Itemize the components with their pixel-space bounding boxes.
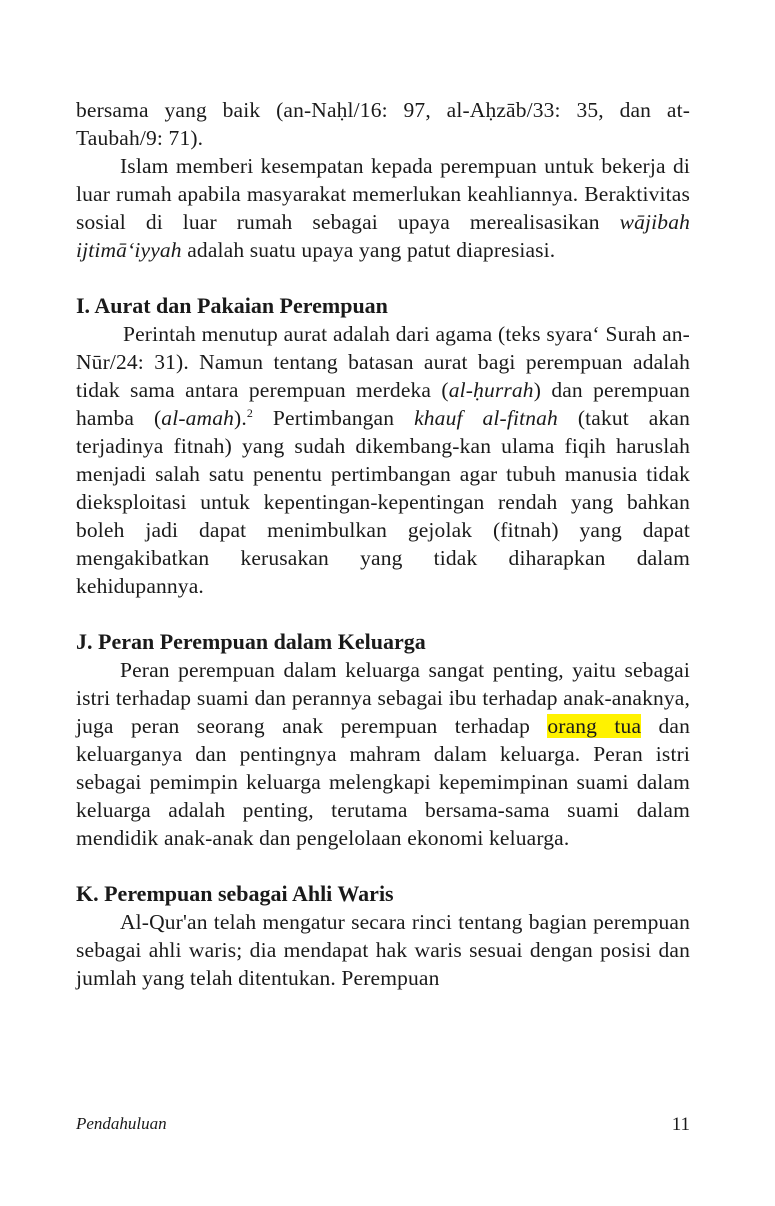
term-al-amah: al-amah: [161, 406, 235, 430]
page-number: 11: [671, 1114, 690, 1135]
highlighted-text[interactable]: orang tua: [547, 714, 642, 738]
running-title: Pendahuluan: [76, 1114, 167, 1133]
heading-section-k: K. Perempuan sebagai Ahli Waris: [76, 881, 394, 906]
paragraph-section-k: Al-Qur'an telah mengatur secara rinci tentang bagian perempuan sebagai ahli waris; dia mendapat hak waris sesuai dengan posisi dan jumlah yang telah ditentukan. Perempuan: [76, 910, 690, 990]
paragraph-section-i: Perintah menutup aurat adalah dari agama (teks syara‘ Surah an-Nūr/24: 31). Namun tentang batasan aurat bagi perempuan adalah tidak sama antara perempuan merdeka (al-ḥurrah) dan perempuan hamba (al-amah).$^2$ Pertimbangan khauf al-fitnah (takut akan terjadinya fitnah) yang sudah dikembang-kan ulama fiqih haruslah menjadi salah satu penentu pertimbangan agar tubuh manusia tidak dieksploitasi untuk kepentingan-kepentingan rendah yang bahkan boleh jadi dapat menimbulkan gejolak (fitnah) yang dapat mengakibatkan kerusakan yang tidak diharapkan dalam kehidupannya.: [76, 322, 690, 598]
footnote-marker[interactable]: 2: [246, 405, 254, 420]
term-khauf-al-fitnah: khauf al-fitnah: [414, 406, 558, 430]
paragraph-islam-work: Islam memberi kesempatan kepada perempuan untuk bekerja di luar rumah apabila masyarakat memerlukan keahliannya. Beraktivitas sosial di luar rumah sebagai upaya merealisasikan wājibah ijtimā‘iyyah adalah suatu upaya yang patut diapresiasi.: [76, 154, 690, 262]
heading-section-i: I. Aurat dan Pakaian Perempuan: [76, 293, 388, 318]
term-wajibah-ijtimaiyyah: wājibah ijtimā‘iyyah: [76, 210, 690, 262]
heading-section-j: J. Peran Perempuan dalam Keluarga: [76, 629, 426, 654]
paragraph-continuation: bersama yang baik (an-Naḥl/16: 97, al-Aḥzāb/33: 35, dan at-Taubah/9: 71).: [76, 98, 690, 150]
term-al-hurrah: al-ḥurrah: [448, 378, 534, 402]
page-body: [76, 96, 690, 992]
paragraph-section-j: Peran perempuan dalam keluarga sangat penting, yaitu sebagai istri terhadap suami dan perannya sebagai ibu terhadap anak-anaknya, juga peran seorang anak perempuan terhadap orang tua dan keluarganya dan pentingnya mahram dalam keluarga. Peran istri sebagai pemimpin keluarga melengkapi kepemimpinan suami dalam keluarga adalah penting, terutama bersama-sama suami dalam mendidik anak-anak dan pengelolaan ekonomi keluarga.: [76, 658, 690, 850]
